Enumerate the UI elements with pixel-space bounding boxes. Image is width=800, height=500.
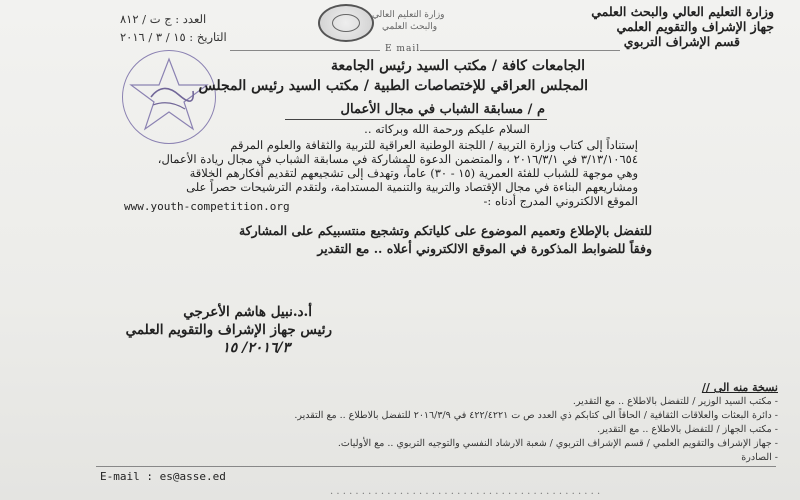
- closing-line-1: للتفضل بالإطلاع وتعميم الموضوع على كلياتكم وتشجيع منتسبيكم على المشاركة: [238, 223, 652, 238]
- ministry-line-2: جهاز الإشراف والتقويم العلمي: [616, 19, 774, 34]
- subject-underline: [285, 119, 547, 120]
- reference-date: التاريخ : ١٥ / ٣ / ٢٠١٦: [120, 30, 227, 44]
- body-line-1: إستناداً إلى كتاب وزارة التربية / اللجنة الوطنية العراقية للتربية والثقافة والعلوم المرقم: [230, 138, 638, 152]
- ministry-line-3: قسم الإشراف التربوي: [623, 34, 740, 49]
- header-divider-right: [420, 50, 620, 51]
- cc-title: نسخة منه الى //: [701, 381, 778, 394]
- official-stamp: [122, 50, 216, 144]
- email-top-label: E mail: [385, 44, 421, 54]
- greeting: السلام عليكم ورحمة الله وبركاته ..: [364, 122, 530, 136]
- cc-item-2: - دائرة البعثات والعلاقات الثقافية / الحاقاً الى كتابكم ذي العدد ص ت ٤٢٢/٤٢٢١ في ٢٠١٦/٣/٩ للتفضل بالاطلاع .. مع التقدير.: [294, 410, 778, 421]
- ministry-line-1: وزارة التعليم العالي والبحث العلمي: [591, 4, 774, 19]
- addressee-1: الجامعات كافة / مكتب السيد رئيس الجامعة: [330, 58, 585, 74]
- addressee-2: المجلس العراقي للإختصاصات الطبية / مكتب السيد رئيس المجلس: [198, 78, 588, 94]
- ministry-emblem-icon: [318, 4, 374, 42]
- footer-email: E-mail : es@asse.ed: [100, 470, 226, 483]
- competition-website-link[interactable]: www.youth-competition.org: [124, 200, 290, 213]
- body-line-2: ٣/١٣/١٠٦٥٤ في ٢٠١٦/٣/١ ، والمتضمن الدعوة للمشاركة في مسابقة الشباب في مجال ريادة الأعمال،: [157, 152, 638, 166]
- cc-item-5: - الصادرة: [741, 452, 778, 463]
- body-line-4: ومشاريعهم البناءة في مجال الإقتصاد والتربية والتنمية المستدامة، ولتقدم الترشيحات حصراً على: [186, 180, 638, 194]
- cc-item-3: - مكتب الجهاز / للتفضل بالاطلاع .. مع التقدير.: [597, 424, 778, 435]
- stamp-star-icon: [123, 51, 215, 143]
- closing-line-2: وفقاً للضوابط المذكورة في الموقع الالكتروني أعلاه .. مع التقدير: [317, 241, 652, 256]
- header-divider-left: [230, 50, 380, 51]
- footer-dots: . . . . . . . . . . . . . . . . . . . . . . . . . . . . . . . . . . . . . . . . . . .: [330, 486, 601, 497]
- body-line-3: وهي موجهة للشباب للفئة العمرية (١٥ - ٣٠) عاماً، وتهدف إلى تشجيعهم لتقديم أفكارهم الخلاقة: [189, 166, 638, 180]
- subject-line: م / مسابقة الشباب في مجال الأعمال: [340, 102, 545, 117]
- emblem-text-1: وزارة التعليم العالي: [372, 10, 445, 20]
- signatory-name: أ.د.نبيل هاشم الأعرجي: [183, 304, 312, 320]
- signatory-title: رئيس جهاز الإشراف والتقويم العلمي: [125, 322, 332, 338]
- emblem-text-2: والبحث العلمي: [382, 22, 438, 32]
- cc-item-1: - مكتب السيد الوزير / للتفضل بالاطلاع .. مع التقدير.: [572, 396, 778, 407]
- cc-item-4: - جهاز الإشراف والتقويم العلمي / قسم الإشراف التربوي / شعبة الارشاد النفسي والتوجيه التربوي .. مع الأوليات.: [337, 438, 778, 449]
- signature-date: ٢٠١٦/٣/ ١٥: [222, 340, 290, 356]
- body-line-5: الموقع الالكتروني المدرج أدناه :-: [483, 194, 638, 208]
- footer-divider: [96, 466, 776, 467]
- reference-number: العدد : ج ت / ٨١٢: [120, 12, 207, 26]
